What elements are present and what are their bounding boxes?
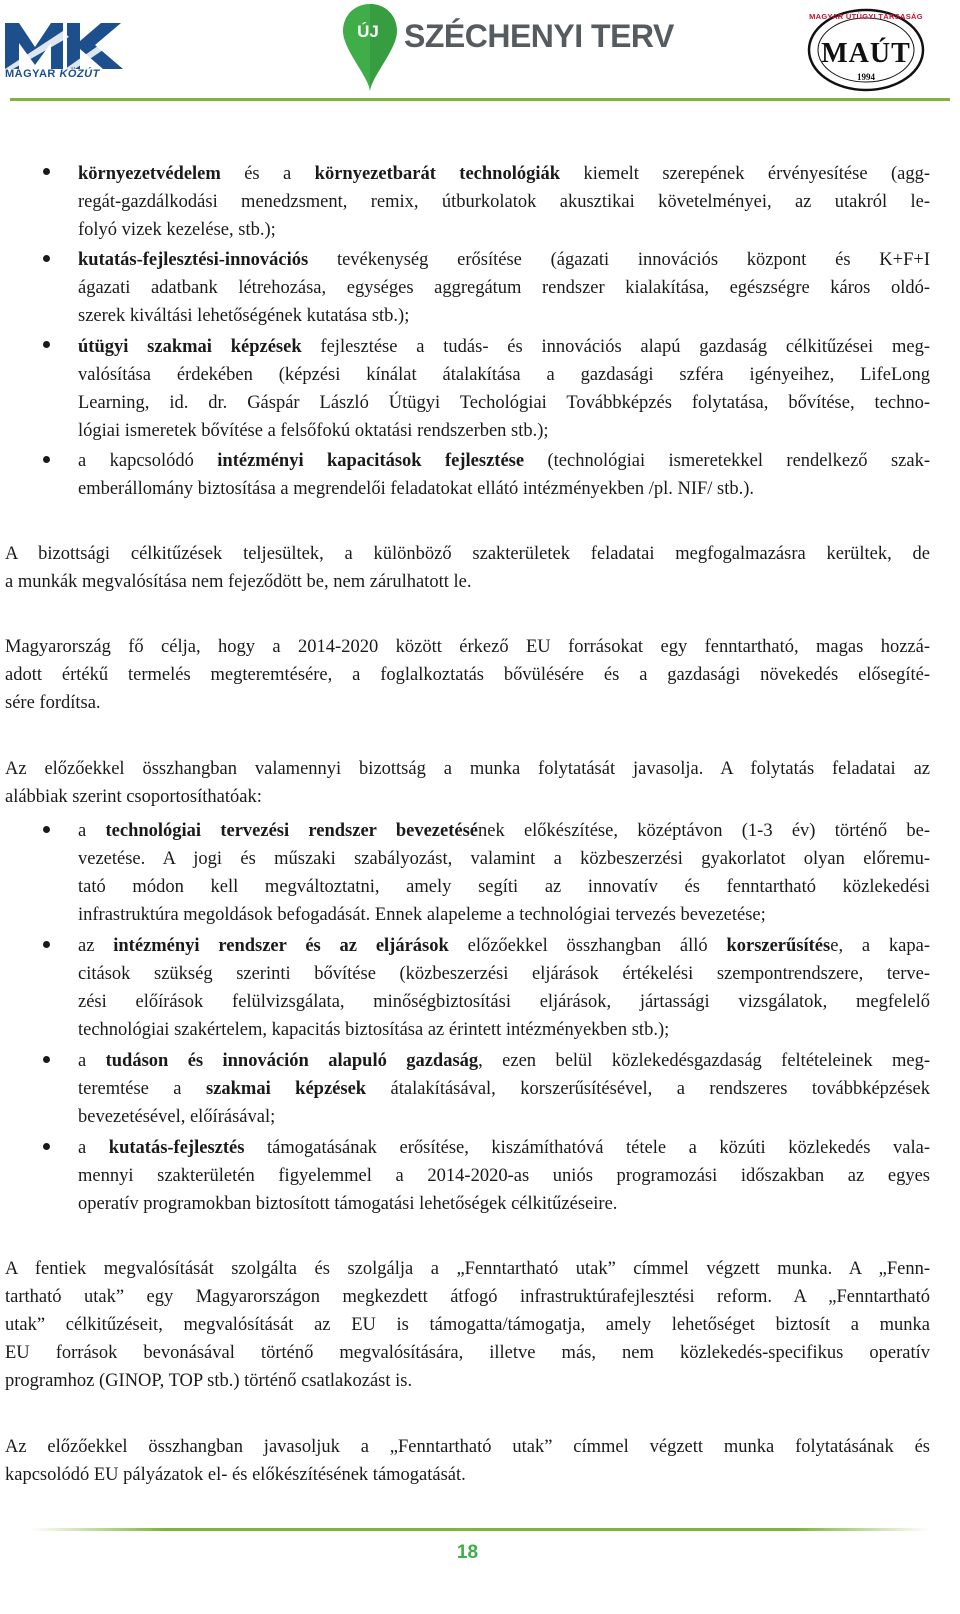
magyar-kozut-mark-icon xyxy=(5,13,135,69)
text-span: tató módon kell megváltoztatni, amely segíti az innovatív és fenntartható közlekedési xyxy=(78,877,930,897)
text-line xyxy=(78,361,930,389)
text-line xyxy=(78,389,930,417)
text-span: valósítása érdekében (képzési kínálat átalakítása a gazdasági szféra igényeihez, LifeLong xyxy=(78,365,930,385)
bold-phrase: technológiai tervezési rendszer bevezetésé xyxy=(105,821,478,841)
bold-phrase: intézményi rendszer és az eljárások xyxy=(113,936,449,956)
map-pin-icon xyxy=(340,0,400,95)
bold-phrase: útügyi szakmai képzések xyxy=(78,337,302,357)
szechenyi-terv-logo xyxy=(340,0,674,95)
text-line xyxy=(5,1461,466,1489)
text-span: bevezetésével, előírásával; xyxy=(78,1107,276,1127)
text-line xyxy=(5,1255,930,1283)
text-span: EU források bevonásával történő megvalósítására, illetve más, nem közlekedés-specifikus operatív xyxy=(5,1343,930,1363)
bold-phrase: környezetvédelem xyxy=(78,164,221,184)
text-span: emberállomány biztosítása a megrendelői feladatokat ellátó intézményekben /pl. NIF/ stb.). xyxy=(78,479,755,499)
text-line xyxy=(5,1433,930,1461)
text-line xyxy=(5,633,930,661)
text-span: mennyi szakterületén figyelemmel a 2014-2020-as uniós programozási időszakban az egyes xyxy=(78,1166,930,1186)
text-span: szerek kiváltási lehetőségének kutatása stb.); xyxy=(78,306,410,326)
text-span: Az előzőekkel összhangban valamennyi bizottság a munka folytatását javasolja. A folytatás feladatai az xyxy=(5,759,930,779)
text-span: vezetése. A jogi és műszaki szabályozást, valamint a közbeszerzési gyakorlatot olyan előremu- xyxy=(78,849,930,869)
text-span: Magyarország fő célja, hogy a 2014-2020 között érkező EU forrásokat egy fenntartható, magas hozzá- xyxy=(5,637,930,657)
text-span: előzőekkel összhangban álló xyxy=(448,936,727,956)
text-line xyxy=(5,755,930,783)
text-line xyxy=(5,783,262,811)
szechenyi-title: SZÉCHENYI TERV xyxy=(404,18,674,54)
text-span: tevékenység erősítése (ágazati innovációs központ és K+F+I xyxy=(308,250,930,270)
text-line xyxy=(78,160,930,188)
text-line xyxy=(78,1162,930,1190)
text-span: Learning, id. dr. Gáspár László Útügyi Techológiai Továbbképzés folytatása, bővítése, techno- xyxy=(78,393,930,413)
magyar-kozut-logo xyxy=(5,13,135,83)
text-line xyxy=(5,1367,412,1395)
text-line xyxy=(78,1047,930,1075)
text-line xyxy=(5,540,930,568)
text-line xyxy=(78,960,930,988)
text-span: a xyxy=(78,821,106,841)
bullet-icon xyxy=(43,341,50,348)
text-span: ágazati adatbank létrehozása, egységes aggregátum rendszer kialakítása, egészségre káros oldó- xyxy=(78,278,930,298)
bold-phrase: tudáson és innováción alapuló gazdaság xyxy=(105,1051,479,1071)
text-span: és a xyxy=(220,164,315,184)
text-span: átalakításával, korszerűsítésével, a rendszeres továbbképzések xyxy=(366,1079,930,1099)
text-line xyxy=(5,568,471,596)
text-span: folyó vizek kezelése, stb.); xyxy=(78,220,276,240)
bold-phrase: korszerűsítés xyxy=(726,936,831,956)
text-line xyxy=(78,988,930,1016)
bold-phrase: kutatás-fejlesztési-innovációs xyxy=(78,250,309,270)
text-span: Az előzőekkel összhangban javasoljuk a „Fenntartható utak” címmel végzett munka folytatásának és xyxy=(5,1437,930,1457)
text-line xyxy=(78,417,549,445)
text-span: támogatásának erősítése, kiszámíthatóvá tétele a közúti közlekedés vala- xyxy=(244,1138,930,1158)
text-line xyxy=(78,873,930,901)
szechenyi-badge: ÚJ xyxy=(357,22,379,41)
text-span: adott értékű termelés megteremtésére, a foglalkoztatás bővülésére és a gazdasági növekedés elősegíté- xyxy=(5,665,930,685)
text-line xyxy=(78,188,930,216)
page-number: 18 xyxy=(456,1542,479,1563)
text-span: e, a kapa- xyxy=(830,936,930,956)
text-span: lógiai ismeretek bővítése a felsőfokú oktatási rendszerben stb.); xyxy=(78,421,549,441)
magyar-kozut-wordmark xyxy=(5,68,135,83)
bullet-icon xyxy=(43,1143,50,1150)
text-span: alábbiak szerint csoportosíthatóak: xyxy=(5,787,262,807)
text-span: teremtése a xyxy=(78,1079,206,1099)
text-span: a xyxy=(78,1138,109,1158)
text-span: operatív programokban biztosított támogatási lehetőségek célkitűzéseire. xyxy=(78,1194,618,1214)
text-line xyxy=(78,475,754,503)
text-span: fejlesztése a tudás- és innovációs alapú gazdaság célkitűzései meg- xyxy=(301,337,930,357)
text-line xyxy=(78,1075,930,1103)
text-span: kapcsolódó EU pályázatok el- és előkészítésének támogatását. xyxy=(5,1465,466,1485)
text-line xyxy=(78,932,930,960)
bold-phrase: környezetbarát technológiák xyxy=(314,164,561,184)
bullet-icon xyxy=(43,826,50,833)
page-header xyxy=(0,0,960,100)
footer-divider xyxy=(30,1528,930,1531)
text-span: az xyxy=(78,936,114,956)
maut-name: MAÚT xyxy=(821,38,911,69)
bullet-icon xyxy=(43,255,50,262)
text-span: tartható utak” egy Magyarországon megkezdett átfogó infrastruktúrafejlesztési reform. A „Fenntartható xyxy=(5,1287,930,1307)
bold-phrase: szakmai képzések xyxy=(205,1079,367,1099)
text-line xyxy=(78,1190,617,1218)
text-span: zési előírások felülvizsgálata, minőségbiztosítási eljárások, jártassági vizsgálatok, megfelelő xyxy=(78,992,930,1012)
maut-ring-text: MAGYAR ÚTÜGYI TÁRSASÁG xyxy=(809,12,923,21)
text-span: citások szükség szerinti bővítése (közbeszerzési eljárások értékelési szempontrendszere, terve- xyxy=(78,964,930,984)
text-line xyxy=(78,216,276,244)
text-line xyxy=(78,901,766,929)
maut-year: 1994 xyxy=(857,72,875,82)
text-line xyxy=(78,333,930,361)
text-span: kiemelt szerepének érvényesítése (agg- xyxy=(560,164,930,184)
logo-word-magyar: MAGYAR xyxy=(5,68,56,80)
text-line xyxy=(5,1339,930,1367)
logo-word-kozut: KÖZÚT xyxy=(59,68,100,80)
text-span: regát-gazdálkodási menedzsment, remix, útburkolatok akusztikai követelményei, az utakról le- xyxy=(78,192,930,212)
text-line xyxy=(78,246,930,274)
text-line xyxy=(78,817,930,845)
text-span: a kapcsolódó xyxy=(78,451,218,471)
text-line xyxy=(78,447,930,475)
text-span: A bizottsági célkitűzések teljesültek, a különböző szakterületek feladatai megfogalmazásra kerültek, de xyxy=(5,544,930,564)
text-line xyxy=(78,1103,275,1131)
bold-phrase: kutatás-fejlesztés xyxy=(108,1138,245,1158)
text-line xyxy=(5,1283,930,1311)
bullet-icon xyxy=(43,456,50,463)
text-line xyxy=(78,274,930,302)
bold-phrase: intézményi kapacitások fejlesztése xyxy=(217,451,525,471)
header-divider xyxy=(10,98,950,101)
text-line xyxy=(5,661,930,689)
text-span: a munkák megvalósítása nem fejeződött be, nem zárulhatott le. xyxy=(5,572,472,592)
text-line xyxy=(78,1016,669,1044)
maut-logo xyxy=(806,8,926,92)
bullet-icon xyxy=(43,168,50,175)
bullet-icon xyxy=(43,941,50,948)
text-line xyxy=(78,302,409,330)
text-line xyxy=(5,1311,930,1339)
text-span: (technológiai ismeretekkel rendelkező szak- xyxy=(524,451,930,471)
bullet-icon xyxy=(43,1056,50,1063)
text-span: a xyxy=(78,1051,106,1071)
text-span: nek előkészítése, középtávon (1-3 év) történő be- xyxy=(477,821,930,841)
text-line xyxy=(5,689,101,717)
text-line xyxy=(78,1134,930,1162)
text-span: sére fordítsa. xyxy=(5,693,101,713)
text-span: technológiai szakértelem, kapacitás biztosítása az érintett intézményekben stb.); xyxy=(78,1020,670,1040)
text-span: , ezen belül közlekedésgazdaság feltételeinek meg- xyxy=(478,1051,930,1071)
text-span: programhoz (GINOP, TOP stb.) történő csatlakozást is. xyxy=(5,1371,413,1391)
text-span: A fentiek megvalósítását szolgálta és szolgálja a „Fenntartható utak” címmel végzett munka. A „Fenn- xyxy=(5,1259,930,1279)
text-span: utak” célkitűzéseit, megvalósítását az EU is támogatta/támogatja, amely lehetőséget biztosít a munka xyxy=(5,1315,930,1335)
text-line xyxy=(78,845,930,873)
text-span: infrastruktúra megoldások befogadását. Ennek alapeleme a technológiai tervezés bevezetése; xyxy=(78,905,766,925)
